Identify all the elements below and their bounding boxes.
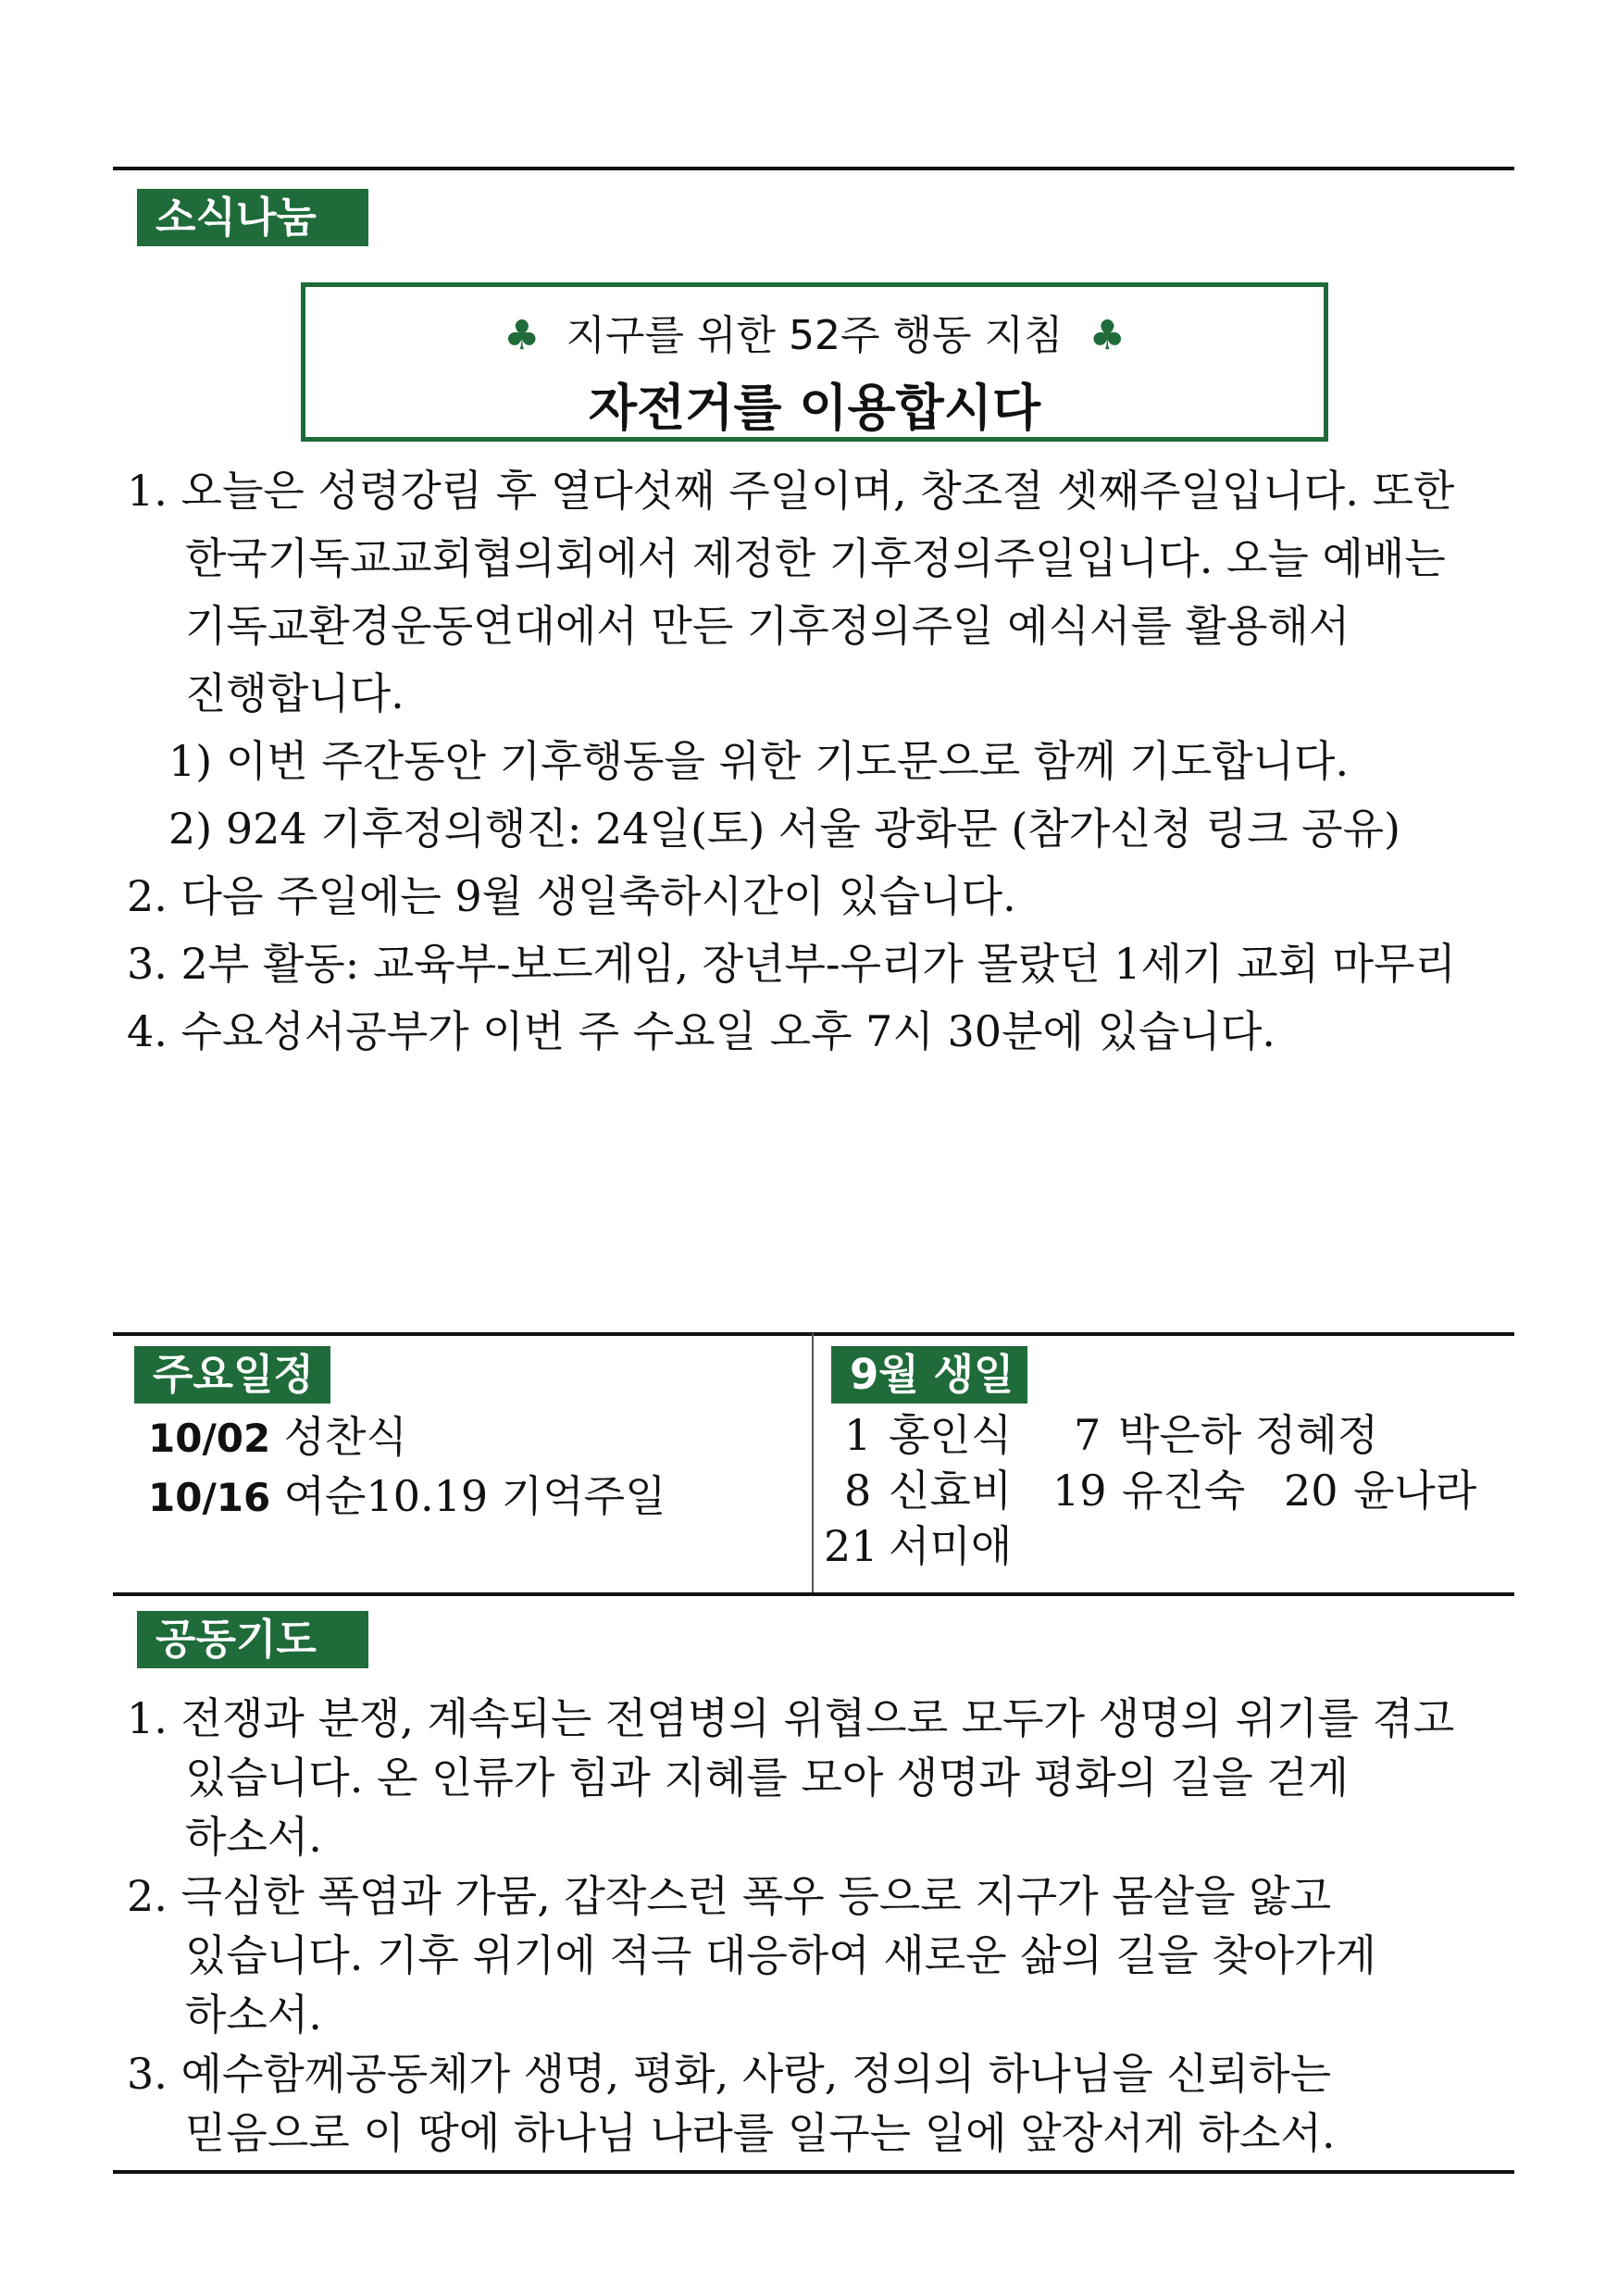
birthday-name: 홍인식 <box>889 1410 1013 1460</box>
birthday-name: 신효비 <box>889 1466 1013 1516</box>
box-subtitle-row <box>305 302 1324 361</box>
prayer-item: 2. 극심한 폭염과 가뭄, 갑작스런 폭우 등으로 지구가 몸살을 앓고 <box>127 1871 1332 1921</box>
prayer-header: 공동기도 <box>137 1611 368 1668</box>
box-title: 자전거를 이용합시다 <box>588 379 1041 437</box>
bottom-rule <box>113 2170 1514 2174</box>
club-icon: ♣ <box>504 312 541 359</box>
news-item: 기독교환경운동연대에서 만든 기후정의주일 예식서를 활용해서 <box>185 601 1350 651</box>
news-item: 1. 오늘은 성령강림 후 열다섯째 주일이며, 창조절 셋째주일입니다. 또한 <box>127 466 1455 516</box>
schedule-top-rule <box>113 1332 1514 1336</box>
birthday-name: 서미애 <box>889 1521 1013 1571</box>
club-icon: ♣ <box>1089 312 1126 359</box>
birthday-day: 8 <box>844 1466 872 1516</box>
schedule-event: 성찬식 <box>283 1412 407 1462</box>
birthday-day: 7 <box>1074 1410 1101 1460</box>
news-item: 한국기독교교회협의회에서 제정한 기후정의주일입니다. 오늘 예배는 <box>185 533 1446 583</box>
birthday-name: 박은하 정혜정 <box>1118 1410 1379 1460</box>
schedule-row <box>148 1468 666 1526</box>
news-item: 진행합니다. <box>185 668 404 718</box>
prayer-item: 1. 전쟁과 분쟁, 계속되는 전염병의 위협으로 모두가 생명의 위기를 겪고 <box>127 1693 1455 1743</box>
schedule-bottom-rule <box>113 1592 1514 1596</box>
birthday-day: 1 <box>844 1410 872 1460</box>
news-item: 3. 2부 활동: 교육부-보드게임, 장년부-우리가 몰랐던 1세기 교회 마무리 <box>127 939 1456 989</box>
prayer-item: 3. 예수함께공동체가 생명, 평화, 사랑, 정의의 하나님을 신뢰하는 <box>127 2049 1332 2099</box>
birthday-day: 19 <box>1052 1466 1107 1516</box>
prayer-item: 있습니다. 기후 위기에 적극 대응하여 새로운 삶의 길을 찾아가게 <box>185 1930 1376 1980</box>
birthday-name: 윤나라 <box>1353 1466 1477 1516</box>
birthday-name: 유진숙 <box>1122 1466 1246 1516</box>
schedule-event: 여순10.19 기억주일 <box>283 1471 666 1521</box>
prayer-item: 있습니다. 온 인류가 힘과 지혜를 모아 생명과 평화의 길을 걷게 <box>185 1753 1350 1803</box>
birthday-day: 20 <box>1284 1466 1338 1516</box>
schedule-header: 주요일정 <box>134 1346 330 1404</box>
birthday-day: 21 <box>824 1521 878 1571</box>
top-rule <box>113 167 1514 170</box>
prayer-item: 하소서. <box>185 1990 322 2040</box>
news-subitem: 2) 924 기후정의행진: 24일(토) 서울 광화문 (참가신청 링크 공유) <box>168 804 1400 854</box>
box-subtitle: 지구를 위한 52주 행동 지침 <box>566 312 1064 359</box>
news-item: 4. 수요성서공부가 이번 주 수요일 오후 7시 30분에 있습니다. <box>127 1006 1276 1056</box>
schedule-date: 10/02 <box>148 1416 271 1461</box>
action-guideline-box <box>301 282 1328 442</box>
news-subitem: 1) 이번 주간동안 기후행동을 위한 기도문으로 함께 기도합니다. <box>168 736 1350 786</box>
schedule-row <box>148 1409 407 1466</box>
schedule-divider <box>812 1333 814 1592</box>
news-header: 소식나눔 <box>137 189 368 246</box>
birthday-header: 9월 생일 <box>831 1346 1027 1404</box>
news-item: 2. 다음 주일에는 9월 생일축하시간이 있습니다. <box>127 871 1016 921</box>
prayer-item: 믿음으로 이 땅에 하나님 나라를 일구는 일에 앞장서게 하소서. <box>185 2108 1336 2158</box>
prayer-item: 하소서. <box>185 1812 322 1862</box>
schedule-date: 10/16 <box>148 1475 271 1520</box>
